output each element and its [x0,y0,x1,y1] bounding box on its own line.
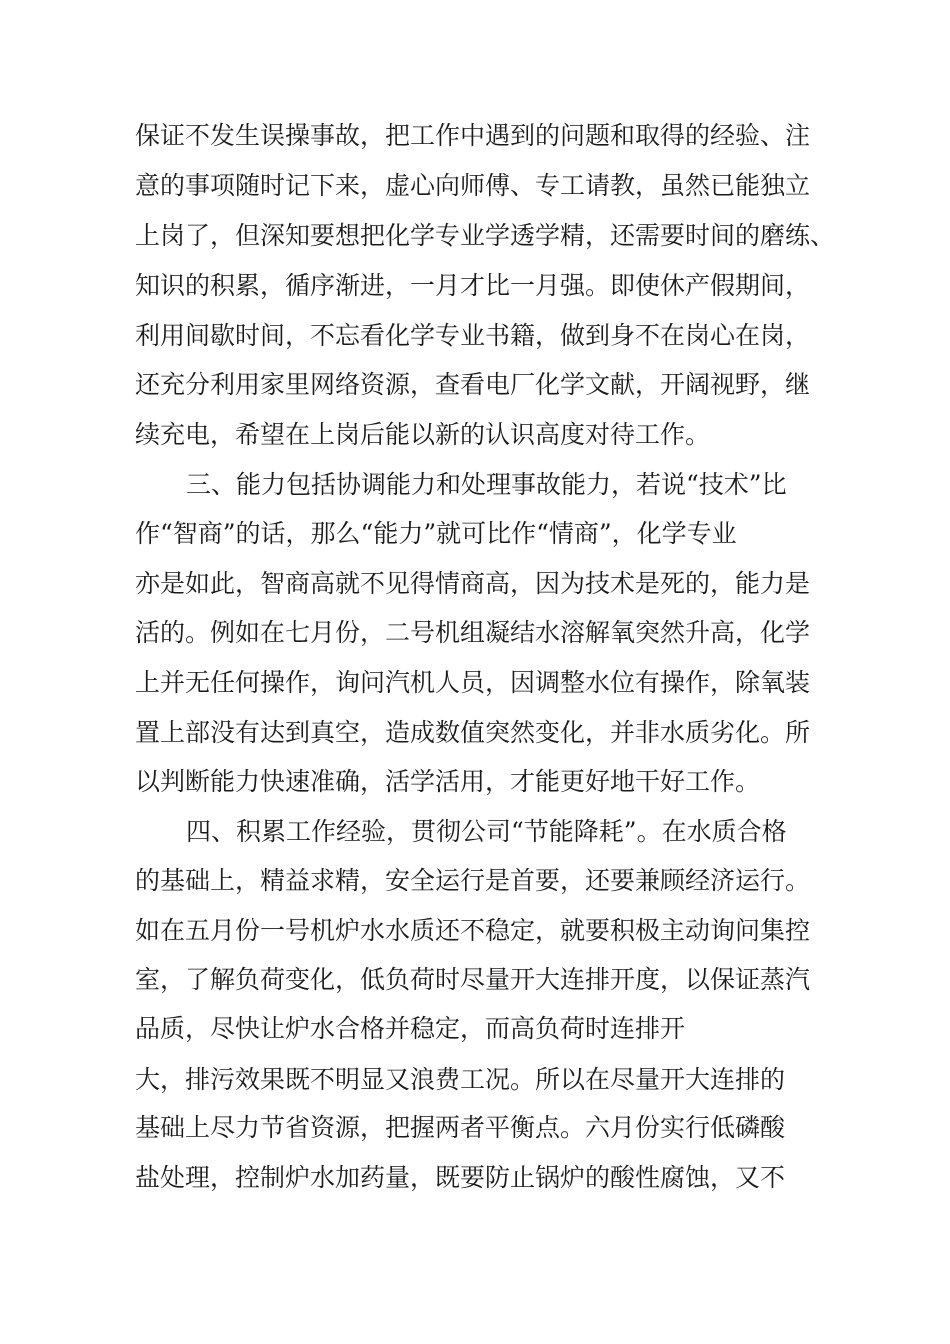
text-line-2: 意的事项随时记下来，虚心向师傅、专工请教，虽然已能独立 [135,171,811,200]
text-line-20: 大，排污效果既不明显又浪费工况。所以在尽量开大连排的 [135,1065,786,1094]
text-line-6: 还充分利用家里网络资源，查看电厂化学文献，开阔视野，继 [135,370,811,399]
text-line-7: 续充电，希望在上岗后能以新的认识高度对待工作。 [135,420,711,449]
text-line-16: 的基础上，精益求精，安全运行是首要，还要兼顾经济运行。 [135,866,811,895]
paragraph-three-start: 三、能力包括协调能力和处理事故能力，若说“技术”比 [186,470,787,499]
text-line-4: 知识的积累，循序渐进，一月才比一月强。即使休产假期间， [135,271,811,300]
text-line-10: 亦是如此，智商高就不见得情商高，因为技术是死的，能力是 [135,569,811,598]
text-line-19: 品质，尽快让炉水合格并稳定，而高负荷时连排开 [135,1014,686,1043]
text-line-12: 上并无任何操作，询问汽机人员，因调整水位有操作，除氧装 [135,668,811,697]
text-line-13: 置上部没有达到真空，造成数值突然变化，并非水质劣化。所 [135,718,811,747]
text-line-21: 基础上尽力节省资源，把握两者平衡点。六月份实行低磷酸 [135,1113,786,1142]
text-line-11: 活的。例如在七月份，二号机组凝结水溶解氧突然升高，化学 [135,618,811,647]
text-line-5: 利用间歇时间，不忘看化学专业书籍，做到身不在岗心在岗， [135,321,811,350]
text-line-17: 如在五月份一号机炉水水质还不稳定，就要积极主动询问集控 [135,916,811,945]
paragraph-four-start: 四、积累工作经验，贯彻公司“节能降耗”。在水质合格 [186,817,787,846]
text-line-14: 以判断能力快速准确，活学活用，才能更好地干好工作。 [135,767,761,796]
text-line-22: 盐处理，控制炉水加药量，既要防止锅炉的酸性腐蚀，又不 [135,1163,786,1192]
text-line-9: 作“智商”的话，那么“能力”就可比作“情商”，化学专业 [135,519,737,548]
text-line-3: 上岗了，但深知要想把化学专业学透学精，还需要时间的磨练、 [135,221,836,250]
text-line-18: 室，了解负荷变化，低负荷时尽量开大连排开度，以保证蒸汽 [135,965,811,994]
text-line-1: 保证不发生误操事故，把工作中遇到的问题和取得的经验、注 [135,121,811,150]
